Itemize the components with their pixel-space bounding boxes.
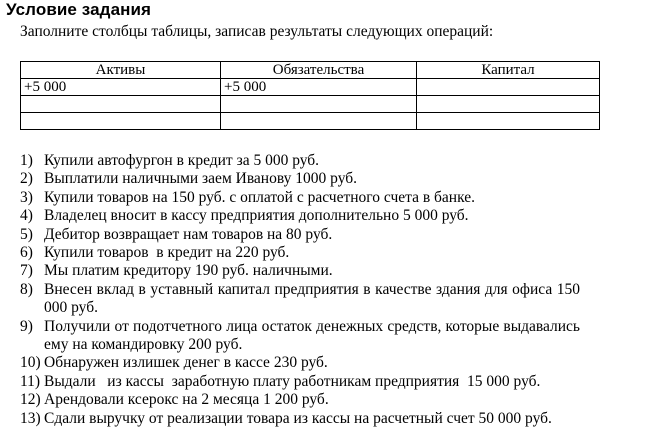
list-item — [20, 318, 580, 355]
list-item — [20, 281, 580, 318]
table-cell — [221, 96, 417, 113]
item-number: 8) — [20, 280, 33, 298]
header-assets: Активы — [21, 62, 221, 79]
item-text: Выплатили наличными заем Иванову 1000 руб. — [44, 170, 357, 188]
item-text: Мы платим кредитору 190 руб. наличными. — [44, 262, 333, 280]
table-header-row — [21, 62, 600, 79]
list-item — [20, 226, 580, 244]
item-text: Купили автофургон в кредит за 5 000 руб. — [44, 152, 320, 169]
table-row — [21, 96, 600, 113]
item-text: Арендовали ксерокс на 2 месяца 1 200 руб. — [44, 391, 329, 409]
item-number: 4) — [20, 207, 33, 225]
table-cell: +5 000 — [21, 79, 221, 96]
accounting-table — [20, 61, 600, 130]
header-liabilities: Обязательства — [221, 62, 417, 79]
item-number: 10) — [20, 354, 41, 372]
item-text: Внесен вклад в уставный капитал предприятия в качестве здания для офиса 150 000 руб. — [44, 280, 580, 317]
header-capital: Капитал — [417, 62, 600, 79]
list-item — [20, 262, 580, 280]
item-text: Купили товаров на 150 руб. с оплатой с расчетного счета в банке. — [44, 188, 475, 206]
table-cell — [21, 113, 221, 130]
task-instruction: Заполните столбцы таблицы, записав результаты следующих операций: — [20, 23, 494, 40]
item-text: Обнаружен излишек денег в кассе 230 руб. — [44, 354, 328, 372]
list-item — [20, 373, 580, 391]
list-item — [20, 410, 580, 428]
item-number: 3) — [20, 188, 33, 206]
item-number: 9) — [20, 317, 33, 335]
item-number: 7) — [20, 262, 33, 280]
list-item — [20, 170, 580, 188]
list-item — [20, 391, 580, 409]
table-cell — [417, 79, 600, 96]
list-item — [20, 152, 580, 170]
item-number: 12) — [20, 391, 41, 409]
list-item — [20, 354, 580, 372]
item-number: 11) — [20, 372, 41, 390]
item-number: 2) — [20, 170, 33, 188]
item-text: Получили от подотчетного лица остаток денежных средств, которые выдавались ему на командировку 200 руб. — [44, 317, 580, 354]
item-number: 13) — [20, 409, 41, 427]
table-cell: +5 000 — [221, 79, 417, 96]
table-cell — [21, 96, 221, 113]
item-text: Купили товаров в кредит на 220 руб. — [44, 244, 290, 262]
item-text: Дебитор возвращает нам товаров на 80 руб. — [44, 225, 333, 243]
list-item — [20, 189, 580, 207]
item-text: Сдали выручку от реализации товара из кассы на расчетный счет 50 000 руб. — [44, 409, 552, 427]
table-row — [21, 113, 600, 130]
list-item — [20, 207, 580, 225]
task-heading: Условие задания — [6, 0, 152, 19]
item-number: 1) — [20, 152, 33, 169]
list-item — [20, 244, 580, 262]
item-number: 6) — [20, 244, 33, 262]
table-row — [21, 79, 600, 96]
operations-list — [20, 152, 580, 428]
item-text: Владелец вносит в кассу предприятия дополнительно 5 000 руб. — [44, 207, 469, 225]
table-cell — [417, 113, 600, 130]
table-cell — [417, 96, 600, 113]
item-text: Выдали из кассы заработную плату работникам предприятия 15 000 руб. — [44, 372, 541, 390]
table-cell — [221, 113, 417, 130]
item-number: 5) — [20, 225, 33, 243]
